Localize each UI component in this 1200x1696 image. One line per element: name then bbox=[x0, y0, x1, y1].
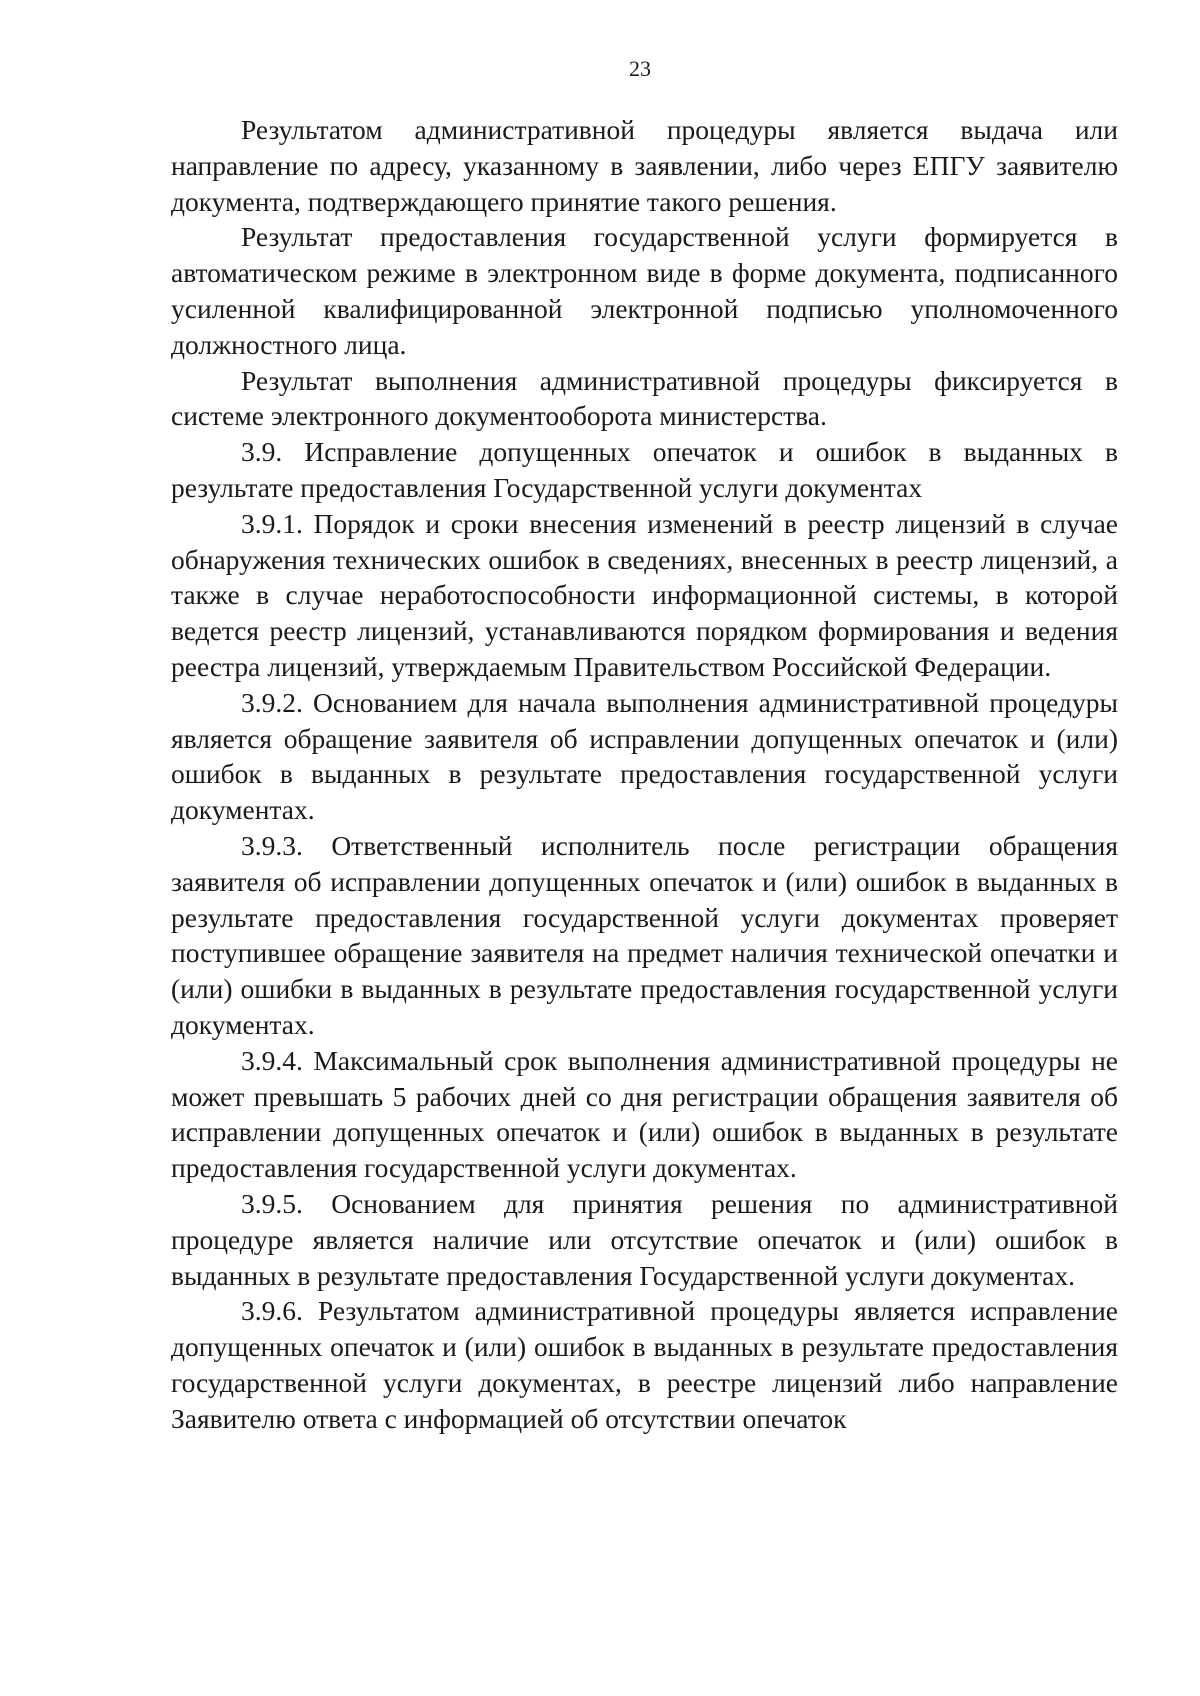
page-number: 23 bbox=[629, 56, 651, 81]
paragraph-result-issuance: Результатом административной процедуры является выдача или направление по адресу, указанному в заявлении, либо через ЕПГУ заявителю документа, подтверждающего принятие такого решения. bbox=[171, 114, 1118, 217]
clause-3-9-5: 3.9.5. Основанием для принятия решения по административной процедуре является наличие или отсутствие опечаток и (или) ошибок в выданных в результате предоставления Государственной услуги документах. bbox=[171, 1187, 1118, 1291]
clause-3-9-2: 3.9.2. Основанием для начала выполнения административной процедуры является обращение заявителя об исправлении допущенных опечаток и (или) ошибок в выданных в результате предоставления государственной услуги документах. bbox=[171, 686, 1118, 826]
paragraph-result-electronic-form: Результат предоставления государственной услуги формируется в автоматическом режиме в электронном виде в форме документа, подписанного усиленной квалифицированной электронной подписью уполномоченного должностного лица. bbox=[171, 221, 1118, 360]
clause-3-9-4: 3.9.4. Максимальный срок выполнения административной процедуры не может превышать 5 рабочих дней со дня регистрации обращения заявителя об исправлении допущенных опечаток и (или) ошибок в выданных в результате предоставления государственной услуги документах. bbox=[171, 1044, 1118, 1184]
body-text bbox=[171, 112, 1118, 1436]
section-heading-3-9: 3.9. Исправление допущенных опечаток и ошибок в выданных в результате предоставления Государственной услуги документах bbox=[171, 436, 1118, 503]
clause-3-9-3: 3.9.3. Ответственный исполнитель после регистрации обращения заявителя об исправлении допущенных опечаток и (или) ошибок в выданных в результате предоставления государственной услуги документах проверяет поступившее обращение заявителя на предмет наличия технической опечатки и (или) ошибки в выданных в результате предоставления государственной услуги документах. bbox=[171, 829, 1118, 1040]
clause-3-9-6: 3.9.6. Результатом административной процедуры является исправление допущенных опечаток и (или) ошибок в выданных в результате предоставления государственной услуги документах, в реестре лицензий либо направление Заявителю ответа с информацией об отсутствии опечаток bbox=[171, 1295, 1118, 1434]
clause-3-9-1: 3.9.1. Порядок и сроки внесения изменений в реестр лицензий в случае обнаружения технических ошибок в сведениях, внесенных в реестр лицензий, а также в случае неработоспособности информационной системы, в которой ведется реестр лицензий, устанавливаются порядком формирования и ведения реестра лицензий, утверждаемым Правительством Российской Федерации. bbox=[171, 507, 1118, 682]
paragraph-result-recorded: Результат выполнения административной процедуры фиксируется в системе электронного документооборота министерства. bbox=[171, 364, 1118, 432]
